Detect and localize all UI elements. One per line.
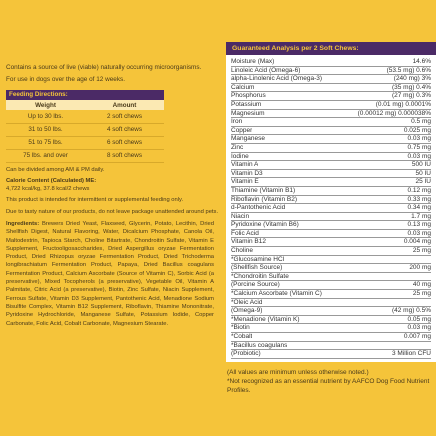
nutrient-value: 0.05 mg: [407, 315, 431, 323]
nutrient-name: *Glucosamine HCl: [231, 255, 285, 263]
analysis-row: [231, 221, 431, 230]
calorie-title: Calorie Content (Calculated) ME:: [6, 178, 97, 185]
nutrient-name: Vitamin A: [231, 161, 259, 169]
nutrient-name: Iron: [231, 118, 243, 126]
analysis-row: [231, 213, 431, 222]
nutrient-name: Iodine: [231, 152, 249, 160]
analysis-row: [231, 67, 431, 76]
feeding-header-weight: Weight: [6, 100, 85, 110]
nutrient-value: 50 IU: [415, 169, 431, 177]
nutrient-value: (42 mg) 0.5%: [391, 307, 431, 315]
analysis-row: [231, 153, 431, 162]
analysis-row: [231, 127, 431, 136]
nutrient-name: Moisture (Max): [231, 58, 275, 65]
analysis-row: [231, 110, 431, 119]
nutrient-name: *Cobalt: [231, 333, 253, 340]
nutrient-name: (Omega-9): [231, 307, 263, 315]
feeding-header-amount: Amount: [85, 100, 164, 110]
nutrient-value: (27 mg) 0.3%: [391, 92, 431, 100]
intro-text: Contains a source of live (viable) naturally occurring microorganisms.: [6, 64, 202, 71]
nutrient-name: *Biotin: [231, 324, 250, 332]
nutrient-name: Vitamin E: [231, 178, 259, 186]
nutrient-value: 0.5 mg: [411, 118, 431, 126]
analysis-row: [231, 101, 431, 110]
analysis-row: [231, 273, 431, 282]
nutrient-value: (0.00012 mg) 0.000038%: [357, 109, 431, 117]
analysis-row: [231, 135, 431, 144]
nutrient-name: Calcium: [231, 83, 255, 91]
analysis-row: [231, 170, 431, 179]
nutrient-name: Phosphorus: [231, 92, 266, 100]
table-row: [6, 123, 164, 136]
analysis-row: [231, 161, 431, 170]
analysis-row: [231, 290, 431, 299]
analysis-row: [231, 238, 431, 247]
analysis-row: [231, 196, 431, 205]
nutrient-value: 0.004 mg: [403, 238, 431, 246]
analysis-row: [231, 144, 431, 153]
analysis-row: [231, 247, 431, 256]
calorie-value: 4,722 kcal/kg, 37.8 kcal/2 chews: [6, 185, 90, 192]
nutrient-name: Choline: [231, 247, 254, 255]
nutrient-name: Riboflavin (Vitamin B2): [231, 195, 297, 203]
amount-cell: 8 soft chews: [85, 149, 164, 162]
nutrient-value: 500 IU: [411, 161, 431, 169]
nutrient-name: Magnesium: [231, 109, 265, 117]
analysis-row: [231, 84, 431, 93]
tasty-warning: Due to tasty nature of our products, do not leave package unattended around pets.: [6, 208, 219, 215]
nutrient-name: *Menadione (Vitamin K): [231, 315, 300, 323]
analysis-row: [231, 333, 431, 342]
nutrient-name: Zinc: [231, 143, 244, 151]
intermittent-note: This product is intended for intermittent or supplemental feeding only.: [6, 197, 184, 204]
nutrient-value: [429, 256, 431, 264]
nutrient-value: 0.03 mg: [407, 229, 431, 237]
nutrient-value: 1.7 mg: [411, 212, 431, 220]
ingredients-label: Ingredients:: [6, 220, 40, 227]
nutrient-value: 0.007 mg: [403, 333, 431, 340]
nutrient-value: (0.01 mg) 0.0001%: [375, 100, 431, 108]
analysis-row: [231, 264, 431, 273]
analysis-title: Guaranteed Analysis per 2 Soft Chews:: [226, 42, 436, 55]
usage-text: For use in dogs over the age of 12 weeks.: [6, 76, 126, 84]
nutrient-value: 0.025 mg: [403, 126, 431, 134]
analysis-row: [231, 299, 431, 308]
nutrient-name: Linoleic Acid (Omega-6): [231, 66, 301, 74]
nutrient-value: 0.13 mg: [407, 221, 431, 229]
nutrient-name: Folic Acid: [231, 229, 259, 237]
feeding-table: [6, 100, 164, 163]
analysis-row: [231, 187, 431, 196]
nutrient-value: (35 mg) 0.4%: [391, 83, 431, 91]
analysis-row: [231, 178, 431, 187]
amount-cell: 2 soft chews: [85, 110, 164, 123]
nutrient-name: Manganese: [231, 135, 265, 143]
nutrient-value: (240 mg) 3%: [393, 75, 431, 83]
analysis-row: [231, 350, 431, 359]
nutrient-value: 3 Million CFU: [391, 350, 431, 358]
analysis-row: [231, 230, 431, 239]
nutrient-value: (53.5 mg) 0.6%: [386, 66, 431, 74]
table-row: [6, 136, 164, 149]
divided-note: Can be divided among AM & PM daily.: [6, 166, 105, 173]
nutrient-name: (Porcine Source): [231, 281, 280, 289]
feeding-directions-title: Feeding Directions:: [6, 90, 164, 100]
analysis-row: [231, 256, 431, 265]
nutrient-name: alpha-Linolenic Acid (Omega-3): [231, 75, 323, 83]
nutrient-name: Vitamin D3: [231, 169, 263, 177]
nutrient-name: Pyridoxine (Vitamin B6): [231, 221, 299, 229]
nutrient-value: [429, 299, 431, 307]
guaranteed-analysis-panel: [226, 42, 436, 362]
analysis-row: [231, 58, 431, 67]
nutrient-name: Potassium: [231, 100, 262, 108]
analysis-row: [231, 281, 431, 290]
nutrient-value: 0.03 mg: [407, 135, 431, 143]
weight-cell: 51 to 75 lbs.: [6, 136, 85, 149]
nutrient-value: 25 mg: [412, 247, 431, 255]
nutrient-value: 0.03 mg: [407, 152, 431, 160]
nutrient-name: *Calcium Ascorbate (Vitamin C): [231, 290, 322, 298]
nutrient-name: Niacin: [231, 212, 250, 220]
nutrient-name: Copper: [231, 126, 253, 134]
analysis-row: [231, 307, 431, 316]
nutrient-value: 40 mg: [412, 281, 431, 289]
weight-cell: 31 to 50 lbs.: [6, 123, 85, 136]
nutrient-value: 0.34 mg: [407, 204, 431, 212]
nutrient-value: 25 IU: [415, 178, 431, 186]
weight-cell: Up to 30 lbs.: [6, 110, 85, 123]
analysis-row: [231, 316, 431, 325]
nutrient-value: 0.12 mg: [407, 186, 431, 194]
nutrient-name: Vitamin B12: [231, 238, 266, 246]
amount-cell: 6 soft chews: [85, 136, 164, 149]
analysis-row: [231, 204, 431, 213]
aafco-note: *Not recognized as an essential nutrient by AAFCO Dog Food Nutrient Profiles.: [227, 378, 430, 394]
analysis-list: [226, 55, 436, 359]
weight-cell: 75 lbs. and over: [6, 149, 85, 162]
nutrient-value: [429, 273, 431, 281]
nutrient-name: (Probiotic): [231, 350, 261, 358]
analysis-row: [231, 118, 431, 127]
ingredients-block: [6, 220, 214, 328]
nutrient-value: 14.6%: [412, 58, 431, 65]
nutrient-name: *Chondroitin Sulfate: [231, 272, 289, 280]
table-row: [6, 110, 164, 123]
minimum-note: (All values are minimum unless otherwise noted.): [227, 369, 369, 376]
ingredients-text: Brewers Dried Yeast, Flaxseed, Glycerin, Potato, Lecithin, Dried Shellfish Digest, Natural Flavoring, Water, Dicalcium Phosphate, Canola Oil, Maltodextrin, Tapioca Starch, Choline Bitartrate, Chondroitin Sulfate, Vitamin E Supplement, Fructooligosaccharides, Dried Aspergillus oryzae Fermentation Product, Dried Rhizopus oryzae Fermentation Product, Dried Trichoderma longibrachiatum Fermentation Product, Papaya, Dried Bacillus coagulans Fermentation Product, Calcium Ascorbate (Source of Vitamin C), Sorbic Acid (a preservative), Mixed Tocopherols (a preservative), Vegetable Oil, Vitamin A Palmitate, Citric Acid (a preservative), Biotin, Zinc Sulfate, Niacin Supplement, Ferrous Sulfate, Vitamin D3 Supplement, Pantothenic Acid, Menadione Sodium Bisulfite Complex, Vitamin B12 Supplement, Riboflavin, Thiamine Mononitrate, Pyridoxine Hydrochloride, Manganese Sulfate, Potassium Iodide, Copper Carbonate, Folic Acid, Cobalt Carbonate, Magnesium Stearate.: [6, 220, 214, 327]
analysis-row: [231, 342, 431, 351]
nutrient-name: *Bacillus coagulans: [231, 341, 288, 349]
nutrient-value: 0.33 mg: [407, 195, 431, 203]
analysis-row: [231, 324, 431, 333]
analysis-row: [231, 75, 431, 84]
nutrient-name: (Shellfish Source): [231, 264, 283, 272]
amount-cell: 4 soft chews: [85, 123, 164, 136]
nutrient-name: d-Pantothenic Acid: [231, 204, 286, 212]
nutrient-name: Thiamine (Vitamin B1): [231, 186, 296, 194]
nutrient-value: 0.03 mg: [407, 324, 431, 332]
nutrient-value: 0.75 mg: [407, 143, 431, 151]
nutrient-value: 200 mg: [409, 264, 431, 272]
table-row: [6, 149, 164, 162]
nutrient-value: [429, 342, 431, 350]
nutrient-name: *Oleic Acid: [231, 298, 263, 306]
footnotes: [227, 368, 432, 395]
nutrient-value: 25 mg: [412, 290, 431, 298]
analysis-row: [231, 92, 431, 101]
